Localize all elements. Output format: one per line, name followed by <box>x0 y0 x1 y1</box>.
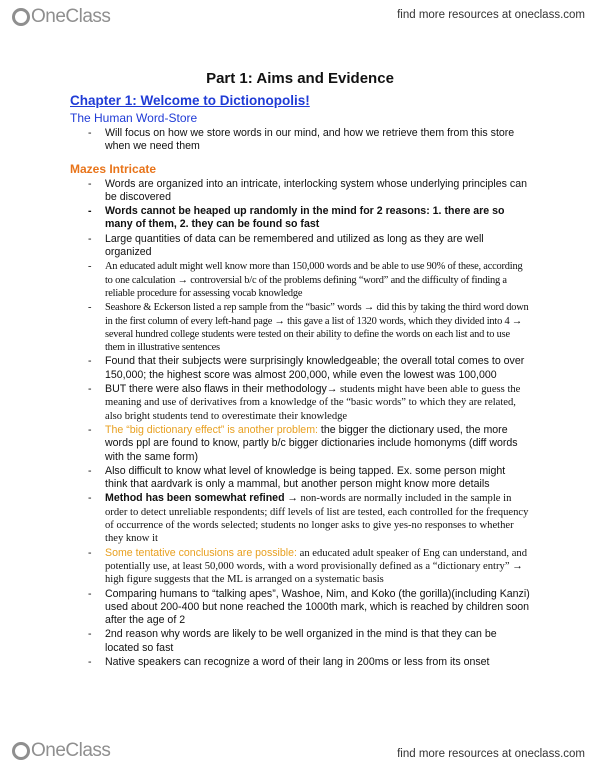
list-item: - Also difficult to know what level of knowledge is being tapped. Ex. some person might think that aardvark is only a mammal, but another person might know more details <box>88 465 530 492</box>
mazes-list <box>70 178 530 670</box>
logo-text: OneClass <box>31 740 111 761</box>
list-item-highlight: Some tentative conclusions are possible: <box>105 546 297 559</box>
page-title: Part 1: Aims and Evidence <box>206 70 394 87</box>
footer-resources-link[interactable]: find more resources at oneclass.com <box>397 748 585 760</box>
logo-text: OneClass <box>31 6 111 27</box>
list-item-detail: an educated adult speaker of Eng can understand, and potentially use, at least 50,000 words, with a word provisionally defined as a “dictionary entry” → high figure suggests that the ML is arranged on a systematic basis <box>105 547 528 586</box>
list-item: - Words cannot be heaped up randomly in the mind for 2 reasons: 1. there are so many of them, 2. they can be found so fast <box>88 205 530 232</box>
footer-oneclass-logo[interactable] <box>12 740 110 762</box>
chapter-heading: Chapter 1: Welcome to Dictionopolis! <box>70 93 310 108</box>
section-heading-word-store: The Human Word-Store <box>70 111 198 125</box>
logo-ring-icon <box>12 742 30 760</box>
header-resources-link[interactable]: find more resources at oneclass.com <box>397 9 585 21</box>
list-item: - Will focus on how we store words in our mind, and how we retrieve them from this store when we need them <box>88 127 530 154</box>
oneclass-logo[interactable] <box>12 6 110 28</box>
list-item <box>88 424 530 464</box>
list-item: - 2nd reason why words are likely to be well organized in the mind is that they can be located so fast <box>88 628 530 655</box>
list-item-lead: Method has been somewhat refined <box>105 492 285 505</box>
list-item <box>88 492 530 545</box>
list-item: - Large quantities of data can be remembered and utilized as long as they are well organized <box>88 233 530 260</box>
list-item: - Seashore & Eckerson listed a rep sample from the “basic” words → did this by taking the third word down in the first column of every left-hand page → this gave a list of 1320 words, which they divided into 4 → several hundred college students were tested on their ability to define the words on each list and to use them in illustrative sentences <box>88 301 530 354</box>
list-item: - An educated adult might well know more than 150,000 words and be able to use 90% of these, according to one calculation → controversial b/c of the problems defining “word” and the difficulty of finding a reliable procedure for assessing vocab knowledge <box>88 260 530 300</box>
word-store-list <box>70 127 530 154</box>
list-item: - Native speakers can recognize a word of their lang in 200ms or less from its onset <box>88 656 530 669</box>
list-item-highlight: The “big dictionary effect” is another problem: <box>105 423 318 436</box>
list-item: - Found that their subjects were surprisingly knowledgeable; the overall total comes to over 150,000; the highest score was almost 200,000, while even the lowest was 100,000 <box>88 355 530 382</box>
page-header <box>0 0 595 36</box>
logo-ring-icon <box>12 8 30 26</box>
list-item-lead: BUT there were also flaws in their methodology <box>105 383 327 396</box>
list-item <box>88 547 530 587</box>
list-item-detail: → students might have been able to guess the meaning and use of derivatives from a knowledge of the “basic words” to which they are related, also bright students tend to overestimate their knowledge <box>105 384 521 422</box>
list-item: - Comparing humans to “talking apes”, Washoe, Nim, and Koko (the gorilla)(including Kanzi) used about 200-400 but none reached the 1000th mark, which is reached by children soon after the age of 2 <box>88 588 530 628</box>
section-heading-mazes: Mazes Intricate <box>70 161 157 176</box>
document-body <box>70 70 530 677</box>
list-item <box>88 383 530 423</box>
list-item-detail: → non-words are normally included in the sample in order to detect unreliable respondents; diff levels of list are tested, each controlled for the frequency of occurrence of the words selected; students no longer asks to give yes-no responses to whether they know it <box>105 493 529 545</box>
list-item: - Words are organized into an intricate, interlocking system whose underlying principles can be discovered <box>88 178 530 205</box>
list-item-detail: the bigger the dictionary used, the more words ppl are found to know, partly b/c bigger dictionaries include homonyms (diff words with the same form) <box>105 423 518 463</box>
